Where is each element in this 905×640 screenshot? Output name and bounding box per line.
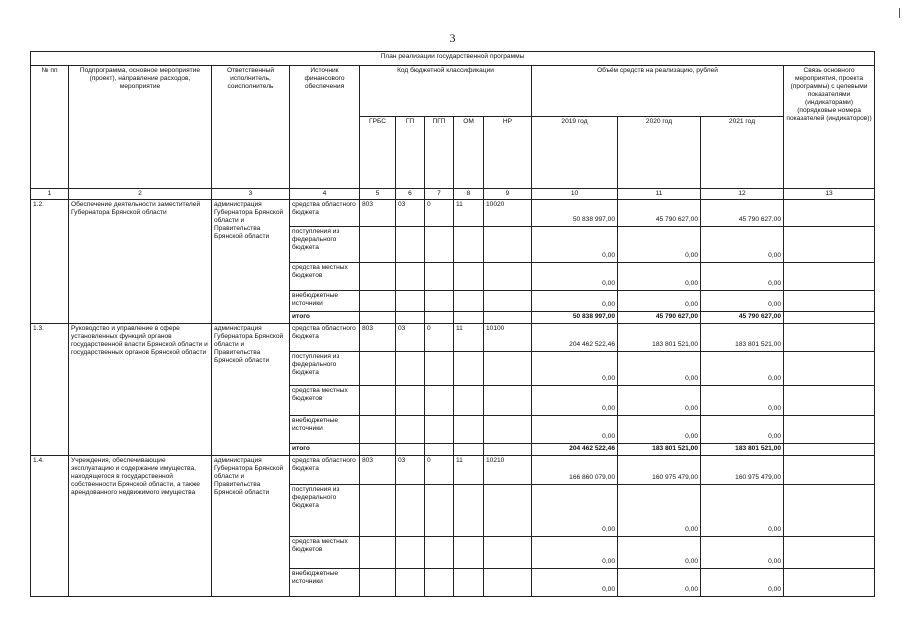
amount-2021: 0,00 [701,569,784,597]
indicator-link [784,386,875,416]
code-empty [484,352,532,386]
table-row [31,456,875,485]
amount-2019: 0,00 [532,537,618,569]
code-empty [425,444,454,456]
amount-2020: 0,00 [618,291,701,312]
code-empty [396,352,425,386]
code-empty [396,485,425,537]
code-empty [396,263,425,291]
col-number: 4 [290,189,360,200]
col-number: 7 [425,189,454,200]
header-2020: 2020 год [618,117,701,189]
header-om: ОМ [454,117,484,189]
amount-2021: 45 790 627,00 [701,312,784,324]
amount-2021: 0,00 [701,263,784,291]
code-empty [454,416,484,444]
amount-2021: 183 801 521,00 [701,324,784,352]
code-empty [360,416,396,444]
header-2021: 2021 год [701,117,784,189]
indicator-link [784,456,875,485]
code-empty [425,352,454,386]
header-gp: ГП [396,117,425,189]
code-empty [454,444,484,456]
amount-2020: 0,00 [618,485,701,537]
amount-2021: 0,00 [701,537,784,569]
amount-2019: 0,00 [532,263,618,291]
code-om: 11 [454,200,484,227]
funding-source: внебюджетные источники [290,416,360,444]
amount-2020: 183 801 521,00 [618,444,701,456]
amount-2019: 0,00 [532,352,618,386]
code-empty [484,537,532,569]
scan-edge-mark [899,8,900,18]
header-source: Источник финансового обеспечения [290,66,360,189]
table-row [31,324,875,352]
col-number: 6 [396,189,425,200]
code-empty [484,485,532,537]
header-name: Подпрограмма, основное мероприятие (проект), направление расходов, мероприятие [69,66,212,189]
code-om: 11 [454,456,484,485]
code-empty [454,386,484,416]
amount-2019: 0,00 [532,416,618,444]
code-empty [396,312,425,324]
code-empty [425,386,454,416]
code-empty [484,227,532,263]
code-empty [396,416,425,444]
code-empty [484,569,532,597]
amount-2019: 50 838 997,00 [532,200,618,227]
amount-2019: 204 462 522,46 [532,444,618,456]
code-empty [454,312,484,324]
code-empty [484,416,532,444]
header-nr: НР [484,117,532,189]
code-empty [360,537,396,569]
code-nr: 10020 [484,200,532,227]
code-grbs: 803 [360,324,396,352]
code-empty [396,227,425,263]
col-number: 2 [69,189,212,200]
amount-2020: 0,00 [618,227,701,263]
plan-table [30,51,875,597]
code-empty [454,263,484,291]
header-pgp: ПГП [425,117,454,189]
amount-2020: 0,00 [618,386,701,416]
code-empty [396,444,425,456]
amount-2020: 0,00 [618,537,701,569]
code-empty [360,263,396,291]
col-number: 5 [360,189,396,200]
item-executor: администрация Губернатора Брянской области и Правительства Брянской области [212,200,290,324]
amount-2020: 183 801 521,00 [618,324,701,352]
code-gp: 03 [396,200,425,227]
header-kbk: Код бюджетной классификации [360,66,532,117]
code-empty [360,352,396,386]
code-empty [396,569,425,597]
amount-2020: 0,00 [618,263,701,291]
code-grbs: 803 [360,200,396,227]
code-empty [360,569,396,597]
header-link: Связь основного мероприятия, проекта (программы) с целевыми показателями (индикаторами) (порядковые номера показателей (индикаторов)) [784,66,875,189]
code-empty [454,227,484,263]
col-number: 10 [532,189,618,200]
code-empty [484,291,532,312]
amount-2019: 0,00 [532,291,618,312]
code-empty [360,444,396,456]
amount-2020: 0,00 [618,416,701,444]
amount-2019: 0,00 [532,386,618,416]
amount-2021: 0,00 [701,485,784,537]
amount-2021: 0,00 [701,291,784,312]
col-number: 1 [31,189,69,200]
col-number: 12 [701,189,784,200]
header-num: № пп [31,66,69,189]
code-nr: 10210 [484,456,532,485]
code-pgp: 0 [425,324,454,352]
funding-source: средства областного бюджета [290,324,360,352]
funding-source: итого [290,312,360,324]
amount-2019: 0,00 [532,569,618,597]
funding-source: итого [290,444,360,456]
table-row [31,200,875,227]
code-gp: 03 [396,456,425,485]
code-empty [360,386,396,416]
col-number: 8 [454,189,484,200]
amount-2020: 45 790 627,00 [618,200,701,227]
funding-source: средства местных бюджетов [290,263,360,291]
amount-2020: 45 790 627,00 [618,312,701,324]
amount-2020: 0,00 [618,569,701,597]
code-empty [425,537,454,569]
item-number: 1.4. [31,456,69,597]
item-executor: администрация Губернатора Брянской области и Правительства Брянской области [212,324,290,456]
funding-source: средства областного бюджета [290,200,360,227]
funding-source: внебюджетные источники [290,291,360,312]
indicator-link [784,263,875,291]
code-empty [360,227,396,263]
code-empty [454,352,484,386]
indicator-link [784,485,875,537]
amount-2021: 0,00 [701,352,784,386]
amount-2019: 50 838 997,00 [532,312,618,324]
code-empty [360,291,396,312]
code-empty [360,312,396,324]
item-name: Руководство и управление в сфере установленных функций органов государственной власти Брянской области и государственных органов Брянской области [69,324,212,456]
col-number: 13 [784,189,875,200]
col-number: 11 [618,189,701,200]
item-executor: администрация Губернатора Брянской области и Правительства Брянской области [212,456,290,597]
indicator-link [784,352,875,386]
code-empty [396,537,425,569]
funding-source: средства областного бюджета [290,456,360,485]
indicator-link [784,444,875,456]
header-executor: Ответственный исполнитель, соисполнитель [212,66,290,189]
amount-2019: 166 860 079,00 [532,456,618,485]
plan-table-container [30,51,874,597]
code-empty [425,291,454,312]
item-name: Учреждения, обеспечивающие эксплуатацию и содержание имущества, находящегося в государственной собственности Брянской области, а также арендованного недвижимого имущества [69,456,212,597]
item-number: 1.2. [31,200,69,324]
item-number: 1.3. [31,324,69,456]
funding-source: внебюджетные источники [290,569,360,597]
code-pgp: 0 [425,456,454,485]
code-empty [484,263,532,291]
amount-2021: 160 975 479,00 [701,456,784,485]
code-empty [484,312,532,324]
code-empty [454,291,484,312]
amount-2021: 183 801 521,00 [701,444,784,456]
code-empty [454,537,484,569]
amount-2021: 45 790 627,00 [701,200,784,227]
code-empty [425,263,454,291]
code-empty [425,485,454,537]
code-empty [484,444,532,456]
header-2019: 2019 год [532,117,618,189]
code-empty [396,386,425,416]
amount-2021: 0,00 [701,227,784,263]
funding-source: поступления из федерального бюджета [290,227,360,263]
page-number: 3 [449,31,456,45]
amount-2019: 0,00 [532,227,618,263]
header-volume: Объём средств на реализацию, рублей [532,66,784,117]
indicator-link [784,291,875,312]
code-grbs: 803 [360,456,396,485]
code-empty [454,569,484,597]
indicator-link [784,324,875,352]
indicator-link [784,227,875,263]
funding-source: поступления из федерального бюджета [290,485,360,537]
code-om: 11 [454,324,484,352]
code-nr: 10100 [484,324,532,352]
header-grbs: ГРБС [360,117,396,189]
indicator-link [784,312,875,324]
col-number: 9 [484,189,532,200]
indicator-link [784,200,875,227]
funding-source: средства местных бюджетов [290,537,360,569]
indicator-link [784,537,875,569]
funding-source: поступления из федерального бюджета [290,352,360,386]
amount-2019: 204 462 522,46 [532,324,618,352]
code-empty [454,485,484,537]
code-empty [425,569,454,597]
funding-source: средства местных бюджетов [290,386,360,416]
code-empty [484,386,532,416]
code-gp: 03 [396,324,425,352]
amount-2021: 0,00 [701,416,784,444]
amount-2020: 160 975 479,00 [618,456,701,485]
code-empty [425,312,454,324]
amount-2020: 0,00 [618,352,701,386]
indicator-link [784,416,875,444]
plan-title: План реализации государственной программы [31,52,875,66]
code-empty [425,416,454,444]
code-pgp: 0 [425,200,454,227]
code-empty [425,227,454,263]
item-name: Обеспечение деятельности заместителей Губернатора Брянской области [69,200,212,324]
amount-2021: 0,00 [701,386,784,416]
amount-2019: 0,00 [532,485,618,537]
indicator-link [784,569,875,597]
code-empty [360,485,396,537]
col-number: 3 [212,189,290,200]
column-number-row [31,189,875,200]
code-empty [396,291,425,312]
